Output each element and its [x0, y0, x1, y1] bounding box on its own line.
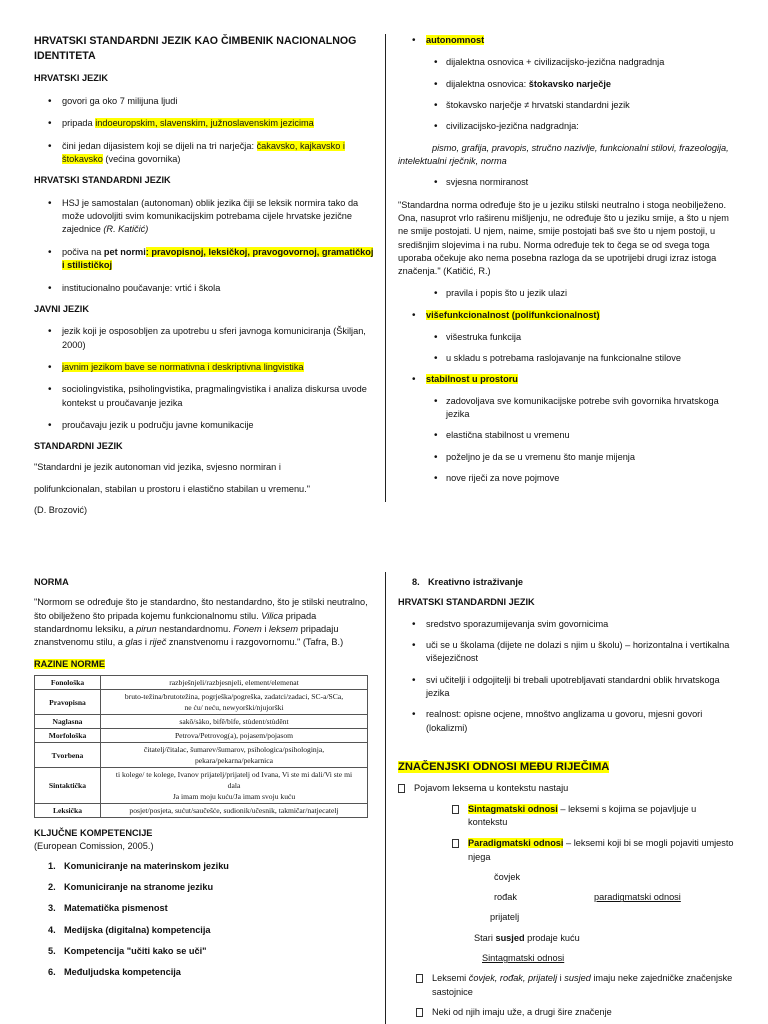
list-item: • uči se u školama (dijete ne dolazi s njim u školu) – horizontalna i vertikalna višejezičnost [398, 639, 738, 666]
list-text: Komuniciranje na stranome jeziku [64, 882, 214, 893]
table-cell-examples [101, 690, 368, 715]
table-cell-examples [101, 676, 368, 690]
checkbox-glyph-icon [398, 784, 405, 793]
list-item: • civilizacijsko-jezična nadgradnja: [398, 120, 738, 133]
list-item: Paradigmatski odnosi – leksemi koji bi se mogli pojaviti umjesto njega [398, 837, 738, 864]
example-line: sakô/sàko, bifê/bìfe, stùdent/stùdênt [179, 717, 289, 727]
highlighted-text: stabilnost u prostoru [426, 374, 518, 385]
highlighted-text: javnim jezikom bave se normativna i deskriptivna lingvistika [62, 361, 304, 372]
list-item: • institucionalno poučavanje: vrtić i škola [34, 282, 374, 295]
list-item: • elastična stabilnost u vremenu [398, 429, 738, 442]
list-item: Leksemi čovjek, rođak, prijatelj i susjed imaju neke zajedničke značenjske sastojnice [398, 972, 738, 999]
list-item: • dijalektna osnovica + civilizacijsko-jezična nadgradnja [398, 56, 738, 69]
bullet-list [398, 309, 738, 322]
bullet-list [34, 197, 374, 295]
table-cell-examples [101, 729, 368, 743]
table-cell-examples [101, 768, 368, 804]
paradigmatic-label: paradigmatski odnosi [594, 892, 681, 903]
list-item [34, 860, 374, 873]
example-line: Ja imam moju kuću/Ja imam svoju kuću [172, 792, 296, 802]
list-item: • proučavaju jezik u području javne komunikacije [34, 419, 374, 432]
list-number: 2. [48, 882, 56, 893]
highlighted-text: : pravopisnoj, leksičkoj, pravogovornoj, gramatičkoj i stilističkoj [62, 246, 374, 271]
list-item [34, 924, 374, 937]
example-line: dala [227, 781, 241, 791]
list-item: • svi učitelji i odgojitelji bi trebali upotrebljavati standardni oblik hrvatskoga jezika [398, 674, 738, 701]
highlighted-text: autonomnost [426, 35, 485, 45]
bullet-list [398, 373, 738, 386]
example-sentence: Stari susjed prodaje kuću [474, 932, 580, 943]
list-item: Sintagmatski odnosi – leksemi s kojima se pojavljuje u kontekstu [398, 803, 738, 830]
list-item: • realnost: opisne ocjene, mnoštvo anglizama u govoru, mjesni govori (lokalizmi) [398, 708, 738, 735]
list-item: • HSJ je samostalan (autonoman) oblik jezika čiji se leksik normira tako da može udovoljiti svim komunikacijskim potrebama cijele hrvatske jezične zajednice (R. Katičić) [34, 197, 374, 237]
document-title: HRVATSKI STANDARDNI JEZIK KAO ČIMBENIK NACIONALNOG IDENTITETA [34, 35, 357, 63]
list-item [34, 902, 374, 915]
section-heading: NORMA [34, 577, 69, 587]
table-cell-level: Leksička [35, 804, 101, 818]
column-divider-top [385, 34, 386, 502]
list-item: • višestruka funkcija [398, 331, 738, 344]
example-line: pekara/pekarna/pekarnica [195, 756, 273, 766]
list-item [34, 966, 374, 979]
competence-list-continued [398, 576, 738, 589]
table-cell-examples [101, 715, 368, 729]
list-item: • svjesna normiranost [398, 176, 738, 189]
example-word: rođak [494, 892, 517, 903]
highlighted-text: čakavsko, kajkavsko i štokavsko [62, 140, 345, 165]
section-heading: STANDARDNI JEZIK [34, 441, 123, 452]
section-heading: ZNAČENJSKI ODNOSI MEĐU RIJEČIMA [398, 761, 610, 774]
syntagmatic-label: Sintagmatski odnosi [482, 953, 565, 964]
section-heading: HRVATSKI JEZIK [34, 72, 109, 83]
checkbox-glyph-icon [416, 1008, 423, 1017]
highlighted-text: višefunkcionalnost (polifunkcionalnost) [426, 310, 600, 321]
checkbox-glyph-icon [452, 839, 459, 848]
section-heading: HRVATSKI STANDARDNI JEZIK [398, 597, 535, 608]
list-item [34, 361, 374, 374]
bullet-list [34, 95, 374, 166]
bullet-list [398, 618, 738, 735]
sub-bullet-list [398, 176, 738, 189]
highlighted-text: indoeuropskim, slavenskim, južnoslavenskim jezicima [95, 118, 314, 129]
list-item: • u skladu s potrebama raslojavanje na funkcionalne stilove [398, 352, 738, 365]
list-item: • pripada indoeuropskim, slavenskim, južnoslavenskim jezicima [34, 117, 374, 130]
page2-left-column [34, 576, 374, 1024]
section-heading: JAVNI JEZIK [34, 303, 89, 314]
section-subheading: (European Comission, 2005.) [34, 841, 154, 852]
example-line: ti kolege/ te kolege, Ivanov prijatelj/prijatelj od Ivana, Vi ste mi dali/Vi ste mi [115, 770, 353, 780]
highlighted-text: Sintagmatski odnosi [468, 803, 558, 814]
sub-bullet-list [398, 287, 738, 300]
section-heading: KLJUČNE KOMPETENCIJE [34, 828, 153, 839]
razine-norme-table [34, 675, 368, 818]
list-item: 8. Kreativno istraživanje [412, 577, 523, 587]
example-row [398, 891, 738, 904]
list-item: • nove riječi za nove pojmove [398, 472, 738, 485]
page2-right-column [398, 576, 738, 1024]
list-item: • štokavsko narječje ≠ hrvatski standardni jezik [398, 99, 738, 112]
list-item: • govori ga oko 7 milijuna ljudi [34, 95, 374, 108]
example-line: čitatelj/čitalac, šumarev/šumarov, psihologica/psihologinja, [143, 745, 325, 755]
column-divider-bottom [385, 572, 386, 1024]
italic-note: pismo, grafija, pravopis, stručno nazivlje, funkcionalni stilovi, frazeologija, intelektualni rječnik, norma [398, 142, 729, 167]
zn-heading-wrap [398, 759, 738, 775]
competence-list [34, 860, 374, 980]
checkbox-glyph-icon [452, 805, 459, 814]
table-row [35, 729, 368, 743]
table-row [35, 768, 368, 804]
razine-heading-wrap [34, 658, 374, 671]
quote-block: "Normom se određuje što je standardno, što nestandardno, što je stilski neutralno, što obilježeno što pripada kojemu funkcionalnomu stilu. Vilica pripada standardnomu leksiku, a pirun nestandardnomu. Fonem i leksem pripadaju znanstvenomu stilu, a glas i riječ znanstvenomu i razgovornomu." (Tafra, B.) [34, 597, 368, 648]
list-item [398, 34, 738, 47]
example-line: razbješnjeli/razbjesnjeli, element/elemenat [169, 678, 299, 688]
list-number: 5. [48, 946, 56, 957]
table-cell-level: Pravopisna [35, 690, 101, 715]
list-item: • jezik koji je osposobljen za upotrebu u sferi javnoga komuniciranja (Škiljan, 2000) [34, 325, 374, 352]
list-text: Međuljudska kompetencija [64, 967, 181, 978]
sub-bullet-list [398, 395, 738, 486]
example-word: prijatelj [490, 912, 520, 923]
table-cell-level: Sintaktička [35, 768, 101, 804]
bullet-list [398, 34, 738, 47]
list-text: Medijska (digitalna) kompetencija [64, 924, 211, 935]
list-number: 6. [48, 967, 56, 978]
list-item: • dijalektna osnovica: štokavsko narječje [398, 78, 738, 91]
section-heading: HRVATSKI STANDARDNI JEZIK [34, 175, 171, 186]
bullet-list [34, 325, 374, 432]
highlighted-text: RAZINE NORME [34, 658, 105, 669]
page1-left-column [34, 34, 374, 518]
quote-block: "Standardna norma određuje što je u jeziku stilski neutralno i stoga neobilježeno. Ona, nasuprot vrlo raširenu mišljenju, ne određuje što u jeziku smije, a što u njem ne smije postojati. U njem, naime, smije postojati baš sve što u njem postoji, u središnjim slojevima i na rubu. Norma određuje tek to čega se od svega toga uporaba očekuje ako nema posebna razloga da se upotrijebi drugi izraz istoga značenja." (Katičić, R.) [398, 199, 729, 277]
table-row [35, 676, 368, 690]
table-cell-level: Naglasna [35, 715, 101, 729]
table-cell-examples [101, 743, 368, 768]
page1-right-column [398, 34, 738, 485]
list-item: • čini jedan dijasistem koji se dijeli na tri narječja: čakavsko, kajkavsko i štokavsko (većina govornika) [34, 140, 374, 167]
list-item: • poželjno je da se u vremenu što manje mijenja [398, 451, 738, 464]
example-line: bruto-težina/brutotežina, pogrješka/pogreška, zadatci/zadaci, SC-a/SCa, [124, 692, 344, 702]
sub-bullet-list [398, 331, 738, 366]
table-row [35, 690, 368, 715]
list-number: 1. [48, 860, 56, 871]
example-line: Petrova/Petrovog(a), pojasem/pojasom [174, 731, 294, 741]
list-number: 4. [48, 924, 56, 935]
quote-line: "Standardni je jezik autonoman vid jezika, svjesno normiran i [34, 461, 281, 472]
list-text: Komuniciranje na materinskom jeziku [64, 860, 229, 871]
list-item [398, 309, 738, 322]
list-item: • zadovoljava sve komunikacijske potrebe svih govornika hrvatskoga jezika [398, 395, 738, 422]
example-word: čovjek [494, 872, 521, 883]
table-cell-level: Fonološka [35, 676, 101, 690]
sub-bullet-list [398, 56, 738, 133]
table-cell-examples [101, 804, 368, 818]
example-line: posjet/posjeta, sućut/saučešće, sudionik/učesnik, takmičar/natjecatelj [129, 806, 339, 816]
list-item: • sredstvo sporazumijevanja svim govornicima [398, 618, 738, 631]
list-text: Matematička pismenost [64, 903, 168, 914]
list-number: 3. [48, 903, 56, 914]
checkbox-glyph-icon [416, 974, 423, 983]
list-text: Kompetencija "učiti kako se uči" [64, 946, 207, 957]
list-item [34, 881, 374, 894]
table-cell-level: Tvorbena [35, 743, 101, 768]
list-item: Pojavom leksema u kontekstu nastaju [398, 782, 738, 795]
table-row [35, 804, 368, 818]
highlighted-text: Paradigmatski odnosi [468, 838, 564, 849]
list-item: Neki od njih imaju uže, a drugi šire značenje [398, 1006, 738, 1019]
list-item [34, 945, 374, 958]
table-cell-level: Morfološka [35, 729, 101, 743]
example-line: ne ću/ neću, newyorški/njujorški [184, 703, 284, 713]
list-item: • sociolingvistika, psiholingvistika, pragmalingvistika i analiza diskursa uvode kontekst u proučavanje jezika [34, 383, 374, 410]
table-row [35, 743, 368, 768]
quote-source: (D. Brozović) [34, 505, 88, 516]
list-item [398, 373, 738, 386]
list-item: • počiva na pet normi: pravopisnoj, leksičkoj, pravogovornoj, gramatičkoj i stilističkoj [34, 246, 374, 273]
table-row [35, 715, 368, 729]
quote-line: polifunkcionalan, stabilan u prostoru i elastično stabilan u vremenu." [34, 483, 310, 494]
list-item: • pravila i popis što u jezik ulazi [398, 287, 738, 300]
